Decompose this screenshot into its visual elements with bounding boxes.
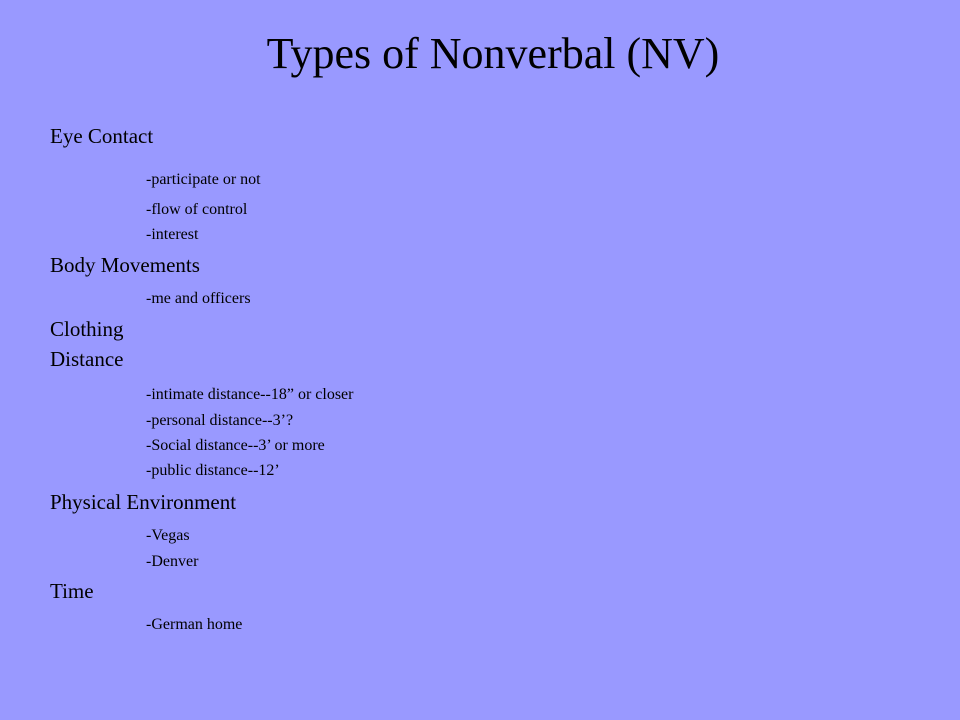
detail-flow-of-control: -flow of control <box>146 201 248 218</box>
topic-body-movements: Body Movements <box>50 253 200 277</box>
detail-interest: -interest <box>146 226 199 243</box>
slide-title: Types of Nonverbal (NV) <box>266 29 720 78</box>
detail-intimate-distance: -intimate distance--18” or closer <box>146 386 354 403</box>
detail-german-home: -German home <box>146 616 243 633</box>
detail-vegas: -Vegas <box>146 527 190 544</box>
detail-me-and-officers: -me and officers <box>146 290 251 307</box>
detail-social-distance: -Social distance--3’ or more <box>146 437 325 454</box>
topic-clothing: Clothing <box>50 317 124 341</box>
detail-public-distance: -public distance--12’ <box>146 462 280 479</box>
detail-denver: -Denver <box>146 553 199 570</box>
topic-distance: Distance <box>50 347 124 371</box>
topic-eye-contact: Eye Contact <box>50 124 154 148</box>
detail-participate: -participate or not <box>146 171 261 188</box>
detail-personal-distance: -personal distance--3’? <box>146 412 294 429</box>
topic-physical-environment: Physical Environment <box>50 490 237 514</box>
topic-time: Time <box>50 579 94 603</box>
